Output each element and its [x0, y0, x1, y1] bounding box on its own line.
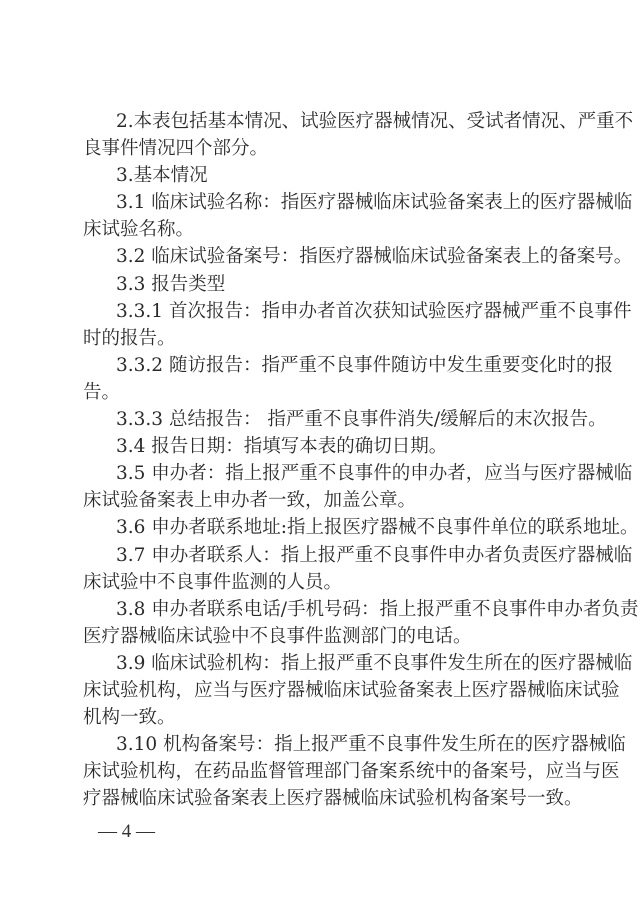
- paragraph-line: 医疗器械临床试验中不良事件监测部门的电话。: [83, 625, 472, 647]
- paragraph-line: 3.基本情况: [116, 165, 208, 187]
- paragraph: [83, 542, 633, 596]
- paragraph-line: 床试验备案表上申办者一致，加盖公章。: [83, 490, 417, 512]
- paragraph: [83, 650, 633, 731]
- paragraph-line: 机构一致。: [83, 707, 176, 729]
- paragraph-line: 告。: [83, 381, 121, 403]
- paragraph-line: 床试验名称。: [83, 219, 195, 241]
- paragraph: [83, 433, 559, 460]
- paragraph-line: 床试验中不良事件监测的人员。: [83, 571, 343, 593]
- page-number: — 4 —: [98, 821, 155, 842]
- paragraph-line: 3.6 申办者联系地址:指上报医疗器械不良事件单位的联系地址。: [116, 517, 639, 539]
- paragraph-line: 时的报告。: [83, 327, 176, 349]
- paragraph-line: 3.3.1 首次报告：指申办者首次获知试验医疗器械严重不良事件: [116, 300, 632, 322]
- paragraph: [83, 271, 559, 298]
- document-body: [83, 108, 639, 812]
- paragraph-line: 3.3 报告类型: [116, 273, 226, 295]
- paragraph-line: 3.9 临床试验机构：指上报严重不良事件发生所在的医疗器械临: [116, 652, 633, 674]
- paragraph-line: 3.2 临床试验备案号：指医疗器械临床试验备案表上的备案号。: [116, 246, 633, 268]
- paragraph-line: 疗器械临床试验备案表上医疗器械临床试验机构备案号一致。: [83, 788, 583, 810]
- paragraph-line: 3.5 申办者：指上报严重不良事件的申办者，应当与医疗器械临: [116, 463, 633, 485]
- paragraph-line: 3.4 报告日期：指填写本表的确切日期。: [116, 436, 448, 458]
- paragraph: [83, 298, 632, 352]
- paragraph: [83, 514, 639, 541]
- paragraph: [83, 352, 613, 406]
- paragraph: [83, 460, 633, 514]
- paragraph: [83, 189, 633, 243]
- paragraph-line: 良事件情况四个部分。: [83, 138, 269, 160]
- paragraph-line: 3.8 申办者联系电话/手机号码：指上报严重不良事件申办者负责: [116, 598, 639, 620]
- paragraph-line: 3.3.2 随访报告：指严重不良事件随访中发生重要变化时的报: [116, 354, 613, 376]
- paragraph-line: 3.3.3 总结报告： 指严重不良事件消失/缓解后的末次报告。: [116, 409, 607, 431]
- paragraph: [83, 596, 639, 650]
- paragraph: [83, 108, 634, 162]
- paragraph-line: 床试验机构，应当与医疗器械临床试验备案表上医疗器械临床试验: [83, 679, 620, 701]
- paragraph: [83, 162, 559, 189]
- paragraph-line: 3.7 申办者联系人：指上报严重不良事件申办者负责医疗器械临: [116, 544, 633, 566]
- paragraph-line: 2.本表包括基本情况、试验医疗器械情况、受试者情况、严重不: [116, 111, 634, 132]
- paragraph: [83, 243, 633, 270]
- paragraph-line: 3.1 临床试验名称：指医疗器械临床试验备案表上的医疗器械临: [116, 192, 633, 214]
- paragraph-line: 床试验机构，在药品监督管理部门备案系统中的备案号，应当与医: [83, 761, 620, 783]
- paragraph: [83, 731, 626, 812]
- paragraph-line: 3.10 机构备案号：指上报严重不良事件发生所在的医疗器械临: [116, 734, 626, 756]
- paragraph: [83, 406, 607, 433]
